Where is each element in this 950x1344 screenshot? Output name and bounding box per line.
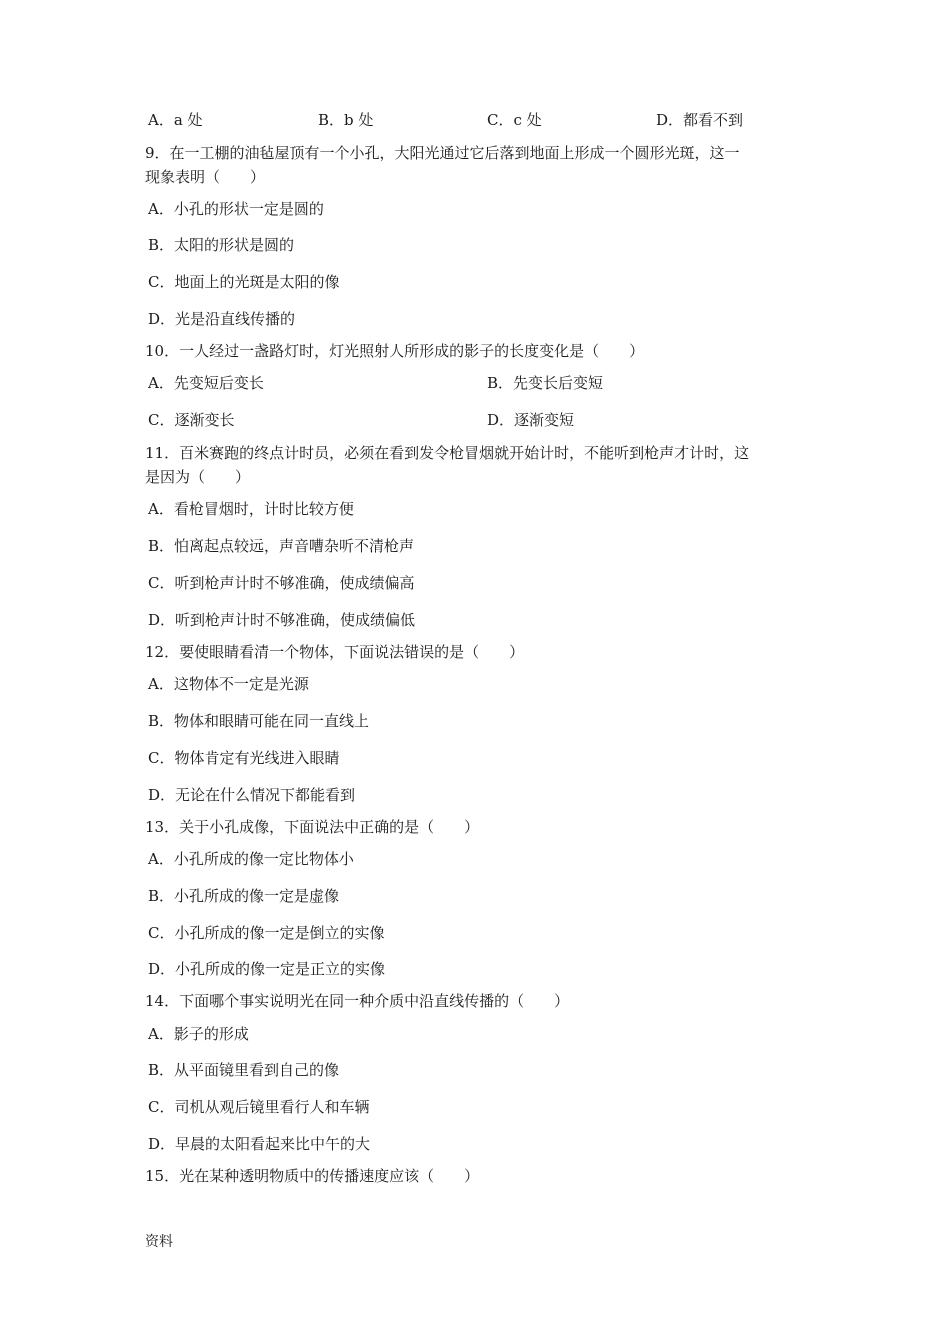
q11-option-c: C．听到枪声计时不够准确，使成绩偏高 (148, 574, 415, 592)
q8-option-a: A．a 处 (148, 111, 203, 129)
q11-option-b: B．怕离起点较远，声音嘈杂听不清枪声 (148, 537, 415, 555)
q9-stem-line1: 9．在一工棚的油毡屋顶有一个小孔，大阳光通过它后落到地面上形成一个圆形光斑，这一 (145, 144, 740, 162)
q11-option-d: D．听到枪声计时不够准确，使成绩偏低 (148, 611, 416, 629)
q10-option-d: D．逐渐变短 (487, 411, 575, 429)
q14-option-c: C．司机从观后镜里看行人和车辆 (148, 1098, 370, 1116)
q8-option-b: B．b 处 (318, 111, 374, 129)
q11-option-a: A．看枪冒烟时，计时比较方便 (148, 500, 354, 518)
q15-stem: 15．光在某种透明物质中的传播速度应该（ ） (145, 1167, 480, 1185)
q9-option-b: B．太阳的形状是圆的 (148, 236, 295, 254)
q13-option-d: D．小孔所成的像一定是正立的实像 (148, 960, 386, 978)
q13-option-c: C．小孔所成的像一定是倒立的实像 (148, 924, 385, 942)
q11-stem-line1: 11．百米赛跑的终点计时员，必须在看到发令枪冒烟就开始计时，不能听到枪声才计时，这 (145, 444, 750, 462)
q10-option-c: C．逐渐变长 (148, 411, 235, 429)
q12-option-c: C．物体肯定有光线进入眼睛 (148, 749, 340, 767)
q14-option-a: A．影子的形成 (148, 1025, 249, 1043)
q12-option-a: A．这物体不一定是光源 (148, 675, 309, 693)
page-footer: 资料 (145, 1234, 173, 1250)
q14-option-d: D．早晨的太阳看起来比中午的大 (148, 1135, 371, 1153)
q9-option-c: C．地面上的光斑是太阳的像 (148, 273, 340, 291)
q11-stem-line2: 是因为（ ） (145, 468, 251, 486)
q10-option-b: B．先变长后变短 (487, 374, 604, 392)
q12-stem: 12．要使眼睛看清一个物体，下面说法错误的是（ ） (145, 643, 525, 661)
q14-option-b: B．从平面镜里看到自己的像 (148, 1061, 340, 1079)
q10-stem: 10．一人经过一盏路灯时，灯光照射人所形成的影子的长度变化是（ ） (145, 342, 645, 360)
q9-stem-line2: 现象表明（ ） (145, 168, 266, 186)
q13-stem: 13．关于小孔成像，下面说法中正确的是（ ） (145, 818, 480, 836)
q10-option-a: A．先变短后变长 (148, 374, 264, 392)
q12-option-b: B．物体和眼睛可能在同一直线上 (148, 712, 370, 730)
q14-stem: 14．下面哪个事实说明光在同一种介质中沿直线传播的（ ） (145, 992, 570, 1010)
q8-option-c: C．c 处 (487, 111, 542, 129)
q13-option-b: B．小孔所成的像一定是虚像 (148, 887, 340, 905)
q8-option-d: D．都看不到 (656, 111, 744, 129)
q12-option-d: D．无论在什么情况下都能看到 (148, 786, 356, 804)
q9-option-d: D．光是沿直线传播的 (148, 310, 296, 328)
q13-option-a: A．小孔所成的像一定比物体小 (148, 850, 354, 868)
q9-option-a: A．小孔的形状一定是圆的 (148, 200, 324, 218)
